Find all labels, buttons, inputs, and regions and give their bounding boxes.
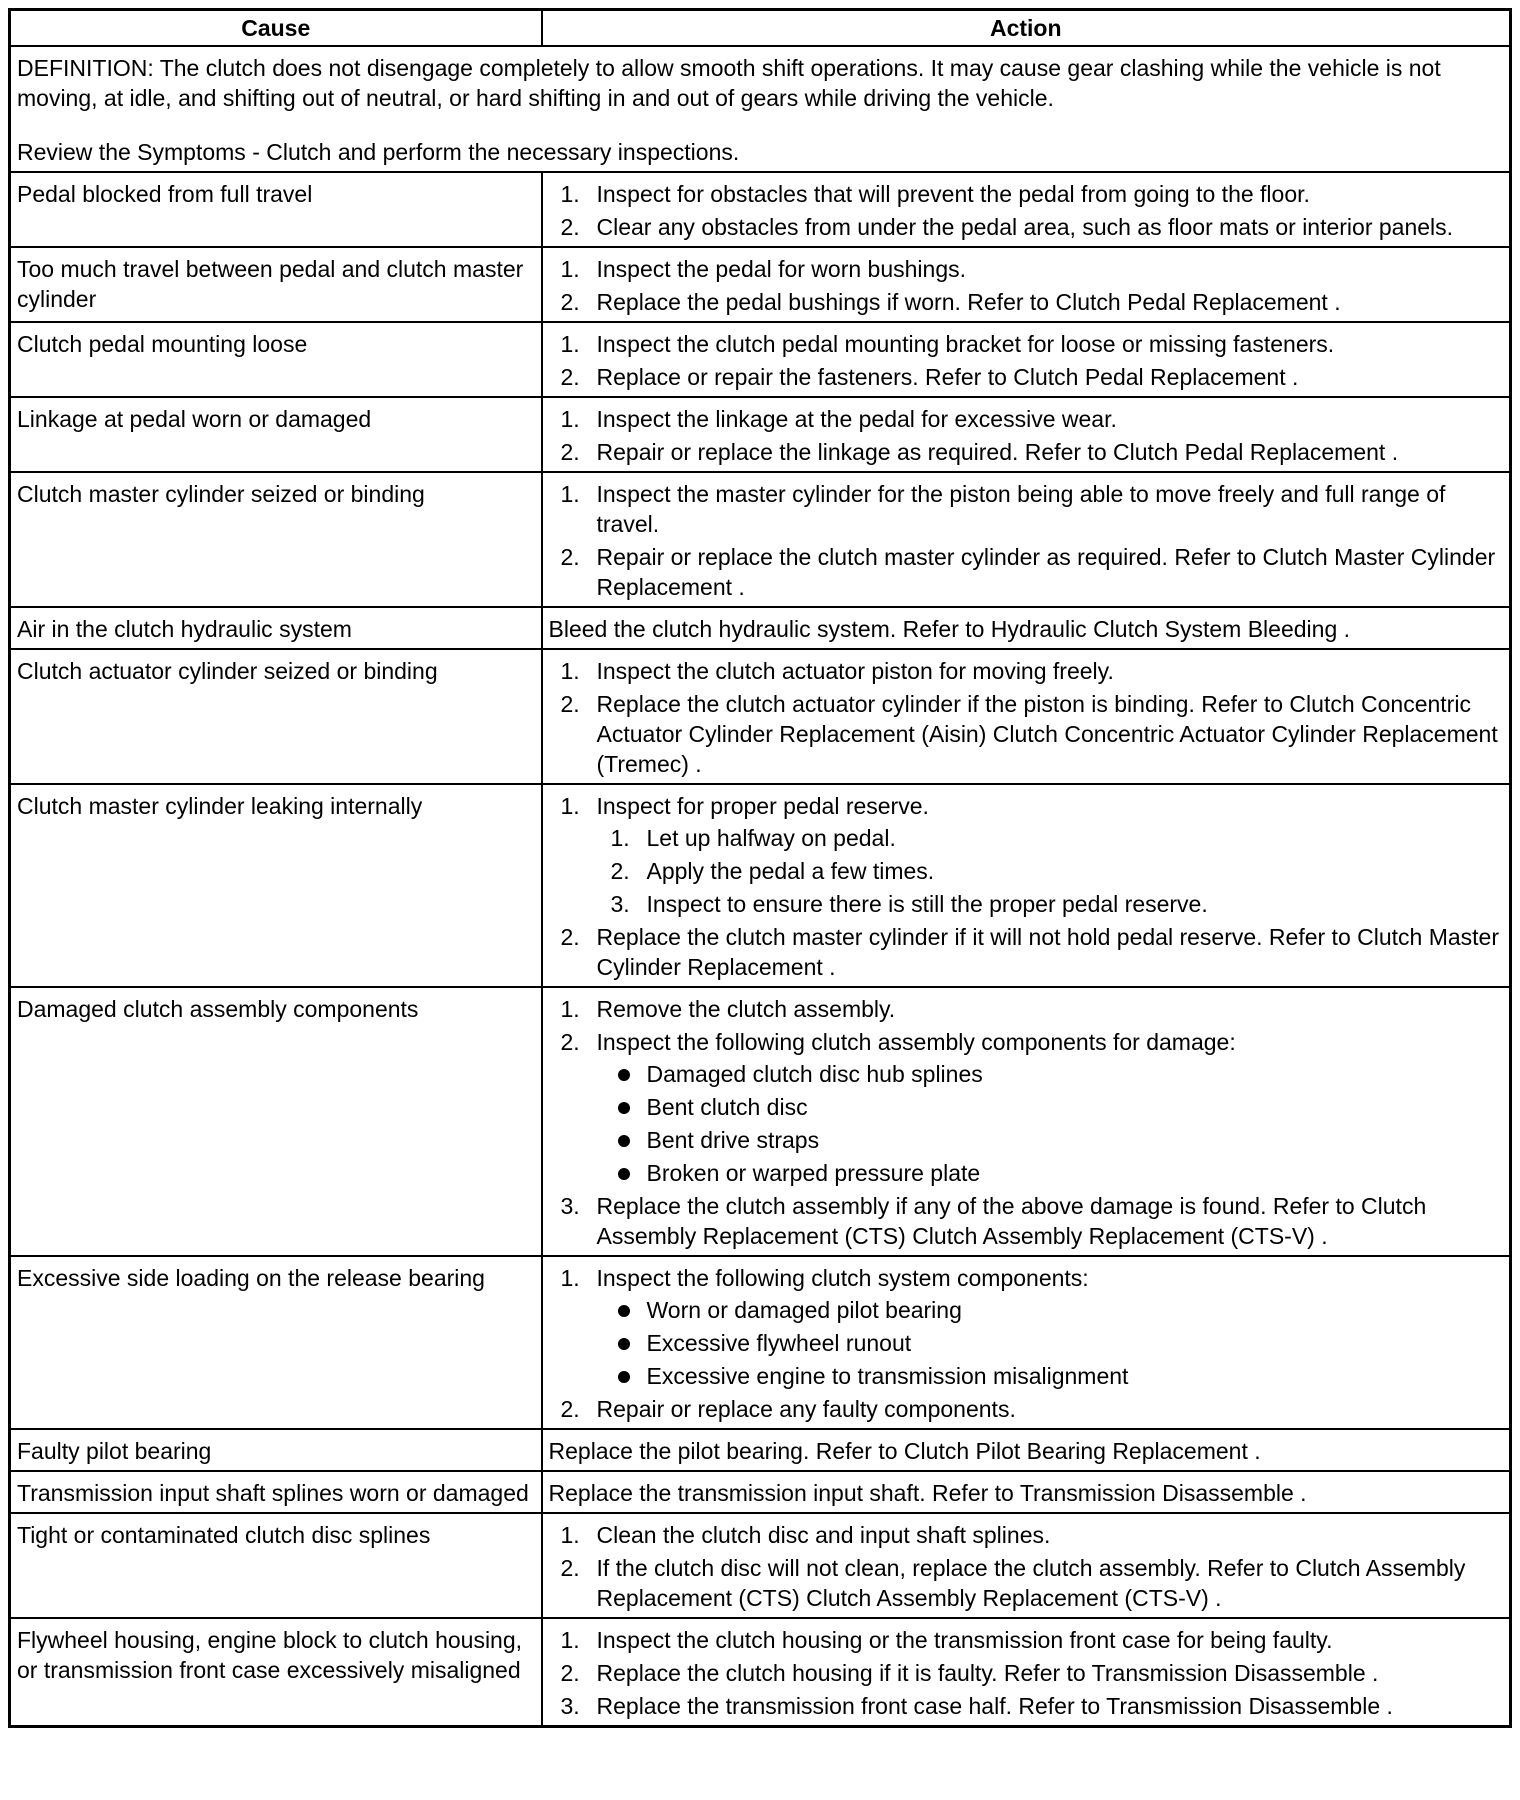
action-step: 2. Inspect the following clutch assembly components for damage: Damaged clutch disc hub splines Bent clutch disc Bent drive straps Broken or warped pressure plate <box>549 1027 1502 1188</box>
action-step: 1. Inspect the master cylinder for the piston being able to move freely and full range of travel. <box>560 481 1446 537</box>
action-cell <box>542 1513 1511 1618</box>
bullet-item: Bent drive straps <box>597 1125 1502 1155</box>
action-cell <box>542 649 1511 784</box>
action-substep: 1. Let up halfway on pedal. <box>610 825 896 851</box>
action-substep: 2. Apply the pedal a few times. <box>610 858 935 884</box>
cause-cell: Too much travel between pedal and clutch master cylinder <box>10 247 542 322</box>
bullet-icon <box>618 1168 630 1180</box>
table-row <box>10 247 1511 322</box>
table-row <box>10 607 1511 649</box>
table-row <box>10 649 1511 784</box>
cause-cell: Flywheel housing, engine block to clutch housing, or transmission front case excessively misaligned <box>10 1618 542 1727</box>
cause-cell: Faulty pilot bearing <box>10 1429 542 1471</box>
action-step: 2. Replace the clutch housing if it is faulty. Refer to Transmission Disassemble . <box>560 1660 1379 1686</box>
action-step: 1. Clean the clutch disc and input shaft splines. <box>560 1522 1051 1548</box>
action-cell <box>542 247 1511 322</box>
action-cell <box>542 322 1511 397</box>
action-step: 1. Inspect the following clutch system components: Worn or damaged pilot bearing Excessive flywheel runout Excessive engine to transmission misalignment <box>549 1263 1502 1391</box>
action-step: 1. Inspect the clutch housing or the transmission front case for being faulty. <box>560 1627 1333 1653</box>
definition-cell <box>10 46 1511 172</box>
table-row <box>10 1618 1511 1727</box>
cause-cell: Tight or contaminated clutch disc splines <box>10 1513 542 1618</box>
table-row <box>10 987 1511 1256</box>
bullet-item: Damaged clutch disc hub splines <box>597 1059 1502 1089</box>
cause-cell: Linkage at pedal worn or damaged <box>10 397 542 472</box>
action-step: 1. Inspect for proper pedal reserve. 1. Let up halfway on pedal. 2. Apply the pedal a few times. 3. Inspect to ensure there is still the proper pedal reserve. <box>549 791 1502 919</box>
table-row <box>10 784 1511 987</box>
action-step: 1. Inspect the pedal for worn bushings. <box>560 256 967 282</box>
table-row <box>10 322 1511 397</box>
action-step: 3. Replace the clutch assembly if any of the above damage is found. Refer to Clutch Assembly Replacement (CTS) Clutch Assembly Replacement (CTS-V) . <box>560 1193 1427 1249</box>
action-cell <box>542 784 1511 987</box>
action-cell <box>542 1618 1511 1727</box>
action-step: 2. Repair or replace any faulty components. <box>560 1396 1016 1422</box>
action-cell <box>542 987 1511 1256</box>
table-header-row <box>10 10 1511 47</box>
cause-cell: Clutch master cylinder seized or binding <box>10 472 542 607</box>
bullet-item: Bent clutch disc <box>597 1092 1502 1122</box>
bullet-icon <box>618 1069 630 1081</box>
action-substep: 3. Inspect to ensure there is still the proper pedal reserve. <box>610 891 1208 917</box>
table-row <box>10 172 1511 247</box>
action-cell: Bleed the clutch hydraulic system. Refer to Hydraulic Clutch System Bleeding . <box>542 607 1511 649</box>
bullet-item: Broken or warped pressure plate <box>597 1158 1502 1188</box>
bullet-icon <box>618 1135 630 1147</box>
bullet-icon <box>618 1102 630 1114</box>
cause-cell: Clutch pedal mounting loose <box>10 322 542 397</box>
table-row <box>10 1429 1511 1471</box>
cause-cell: Clutch master cylinder leaking internally <box>10 784 542 987</box>
action-step: 1. Inspect the linkage at the pedal for excessive wear. <box>560 406 1117 432</box>
review-text: Review the Symptoms - Clutch and perform the necessary inspections. <box>17 139 740 165</box>
bullet-item: Worn or damaged pilot bearing <box>597 1295 1502 1325</box>
table-row <box>10 397 1511 472</box>
action-step: 2. Clear any obstacles from under the pedal area, such as floor mats or interior panels. <box>560 214 1454 240</box>
definition-row <box>10 46 1511 172</box>
table-row <box>10 472 1511 607</box>
cause-cell: Excessive side loading on the release bearing <box>10 1256 542 1429</box>
action-step: 1. Inspect for obstacles that will prevent the pedal from going to the floor. <box>560 181 1310 207</box>
action-cell <box>542 1256 1511 1429</box>
cause-column-header: Cause <box>10 10 542 47</box>
cause-cell: Air in the clutch hydraulic system <box>10 607 542 649</box>
table-row <box>10 1256 1511 1429</box>
action-step: 2. If the clutch disc will not clean, replace the clutch assembly. Refer to Clutch Assembly Replacement (CTS) Clutch Assembly Replacement (CTS-V) . <box>560 1555 1466 1611</box>
action-step: 2. Replace the pedal bushings if worn. Refer to Clutch Pedal Replacement . <box>560 289 1341 315</box>
table-row <box>10 1513 1511 1618</box>
action-step: 2. Replace or repair the fasteners. Refer to Clutch Pedal Replacement . <box>560 364 1299 390</box>
action-cell <box>542 172 1511 247</box>
action-step: 2. Replace the clutch actuator cylinder if the piston is binding. Refer to Clutch Concentric Actuator Cylinder Replacement (Aisin) Clutch Concentric Actuator Cylinder Replacement (Tremec) . <box>560 691 1498 777</box>
action-cell <box>542 472 1511 607</box>
bullet-icon <box>618 1371 630 1383</box>
action-step: 3. Replace the transmission front case half. Refer to Transmission Disassemble . <box>560 1693 1393 1719</box>
bullet-item: Excessive flywheel runout <box>597 1328 1502 1358</box>
action-cell <box>542 397 1511 472</box>
cause-cell: Transmission input shaft splines worn or damaged <box>10 1471 542 1513</box>
action-step: 1. Inspect the clutch actuator piston for moving freely. <box>560 658 1114 684</box>
action-step: 2. Replace the clutch master cylinder if it will not hold pedal reserve. Refer to Clutch Master Cylinder Replacement . <box>560 924 1500 980</box>
action-cell: Replace the pilot bearing. Refer to Clutch Pilot Bearing Replacement . <box>542 1429 1511 1471</box>
action-column-header: Action <box>542 10 1511 47</box>
cause-cell: Pedal blocked from full travel <box>10 172 542 247</box>
action-step: 1. Remove the clutch assembly. <box>560 996 896 1022</box>
action-cell: Replace the transmission input shaft. Refer to Transmission Disassemble . <box>542 1471 1511 1513</box>
definition-text: DEFINITION: The clutch does not disengage completely to allow smooth shift operations. It may cause gear clashing while the vehicle is not moving, at idle, and shifting out of neutral, or hard shifting in and out of gears while driving the vehicle. <box>17 55 1441 111</box>
diagnostic-table <box>8 8 1512 1728</box>
action-step: 2. Repair or replace the linkage as required. Refer to Clutch Pedal Replacement . <box>560 439 1399 465</box>
bullet-icon <box>618 1338 630 1350</box>
bullet-item: Excessive engine to transmission misalignment <box>597 1361 1502 1391</box>
cause-cell: Damaged clutch assembly components <box>10 987 542 1256</box>
bullet-icon <box>618 1305 630 1317</box>
cause-cell: Clutch actuator cylinder seized or binding <box>10 649 542 784</box>
table-row <box>10 1471 1511 1513</box>
action-step: 1. Inspect the clutch pedal mounting bracket for loose or missing fasteners. <box>560 331 1335 357</box>
action-step: 2. Repair or replace the clutch master cylinder as required. Refer to Clutch Master Cylinder Replacement . <box>560 544 1496 600</box>
